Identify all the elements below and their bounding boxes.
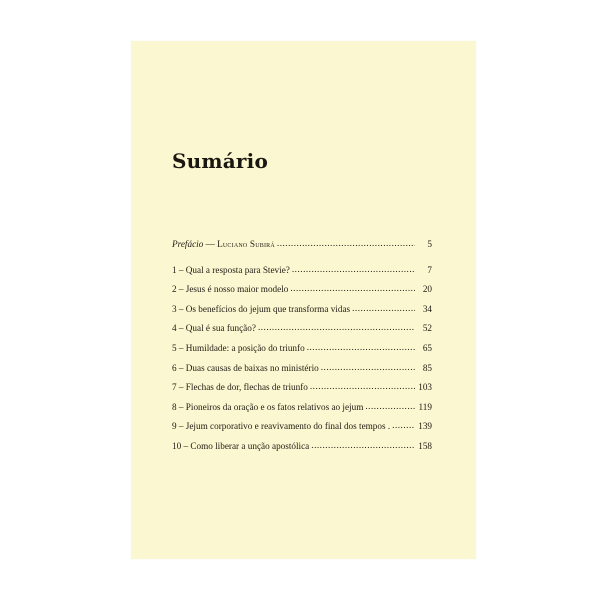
page-number: 103 xyxy=(418,382,432,393)
chapter-dash: – xyxy=(176,401,186,412)
toc-entry xyxy=(172,339,432,359)
chapter-dash: – xyxy=(176,421,186,432)
chapter-dash: – xyxy=(176,362,186,373)
toc-entry xyxy=(172,378,432,398)
toc-entry-text xyxy=(172,261,290,281)
dot-leader xyxy=(290,279,415,299)
toc-entry xyxy=(172,319,432,339)
toc-entry-text xyxy=(172,378,308,398)
toc-entry-text xyxy=(172,417,390,437)
toc-entry-text xyxy=(172,300,350,320)
chapter-number: 4 xyxy=(172,323,177,334)
page-number: 5 xyxy=(427,239,432,249)
chapter-title: Qual a resposta para Stevie? xyxy=(185,264,290,275)
toc-entry xyxy=(172,261,432,281)
toc-entry xyxy=(172,417,432,437)
chapter-title: Qual é sua função? xyxy=(185,323,256,334)
table-of-contents xyxy=(172,235,432,457)
chapter-title: Jesus é nosso maior modelo xyxy=(185,284,289,295)
toc-entry-text xyxy=(172,398,363,418)
page-number: 52 xyxy=(422,323,432,334)
toc-entry-text xyxy=(172,339,305,359)
chapter-number: 6 xyxy=(172,362,177,373)
chapter-number: 3 xyxy=(172,303,177,314)
dot-leader xyxy=(258,318,415,338)
page-number: 119 xyxy=(418,401,432,412)
dot-leader xyxy=(392,416,415,436)
toc-entry-preface xyxy=(172,235,432,255)
dot-leader xyxy=(352,299,415,319)
page-number: 7 xyxy=(427,264,432,275)
toc-entry-text xyxy=(172,359,319,379)
chapter-dash: – xyxy=(176,303,186,314)
chapter-number: 7 xyxy=(172,382,177,393)
dot-leader xyxy=(311,436,415,456)
chapter-title: Flechas de dor, flechas de triunfo xyxy=(185,382,308,393)
page-number: 139 xyxy=(418,421,432,432)
chapter-title: Os benefícios do jejum que transforma vidas xyxy=(185,303,351,314)
dot-leader xyxy=(307,338,415,358)
dot-leader xyxy=(321,358,415,378)
chapter-title: Jejum corporativo e reavivamento do final dos tempos . xyxy=(185,421,391,432)
chapter-number: 10 xyxy=(172,440,182,451)
toc-entry xyxy=(172,359,432,379)
preface-separator: — xyxy=(203,239,218,249)
page-number: 34 xyxy=(422,303,432,314)
chapter-dash: – xyxy=(176,342,186,353)
page-number: 158 xyxy=(418,440,432,451)
preface-author: Luciano Subirá xyxy=(217,239,275,249)
dot-leader xyxy=(365,397,415,417)
toc-entry xyxy=(172,300,432,320)
toc-entry-text xyxy=(172,280,288,300)
dot-leader xyxy=(292,260,415,280)
page-number: 65 xyxy=(422,342,432,353)
chapter-dash: – xyxy=(181,440,191,451)
dot-leader xyxy=(277,234,415,254)
toc-entry xyxy=(172,398,432,418)
chapter-dash: – xyxy=(176,284,186,295)
toc-entry xyxy=(172,437,432,457)
chapter-title: Como liberar a unção apostólica xyxy=(190,440,310,451)
chapter-dash: – xyxy=(176,323,186,334)
chapter-number: 8 xyxy=(172,401,177,412)
page-title: Sumário xyxy=(172,149,268,173)
chapter-title: Duas causas de baixas no ministério xyxy=(185,362,319,373)
chapter-title: Pioneiros da oração e os fatos relativos ao jejum xyxy=(185,401,364,412)
chapter-number: 2 xyxy=(172,284,177,295)
book-page xyxy=(131,41,476,559)
chapter-title: Humildade: a posição do triunfo xyxy=(185,342,305,353)
toc-entry-text xyxy=(172,235,275,255)
toc-entry xyxy=(172,280,432,300)
toc-entry-text xyxy=(172,319,256,339)
page-number: 85 xyxy=(422,362,432,373)
page-number: 20 xyxy=(422,284,432,295)
chapter-number: 1 xyxy=(172,264,177,275)
chapter-number: 5 xyxy=(172,342,177,353)
chapter-dash: – xyxy=(176,264,186,275)
chapter-dash: – xyxy=(176,382,186,393)
preface-label: Prefácio xyxy=(172,239,204,249)
toc-entry-text xyxy=(172,437,309,457)
chapter-number: 9 xyxy=(172,421,177,432)
dot-leader xyxy=(310,377,415,397)
